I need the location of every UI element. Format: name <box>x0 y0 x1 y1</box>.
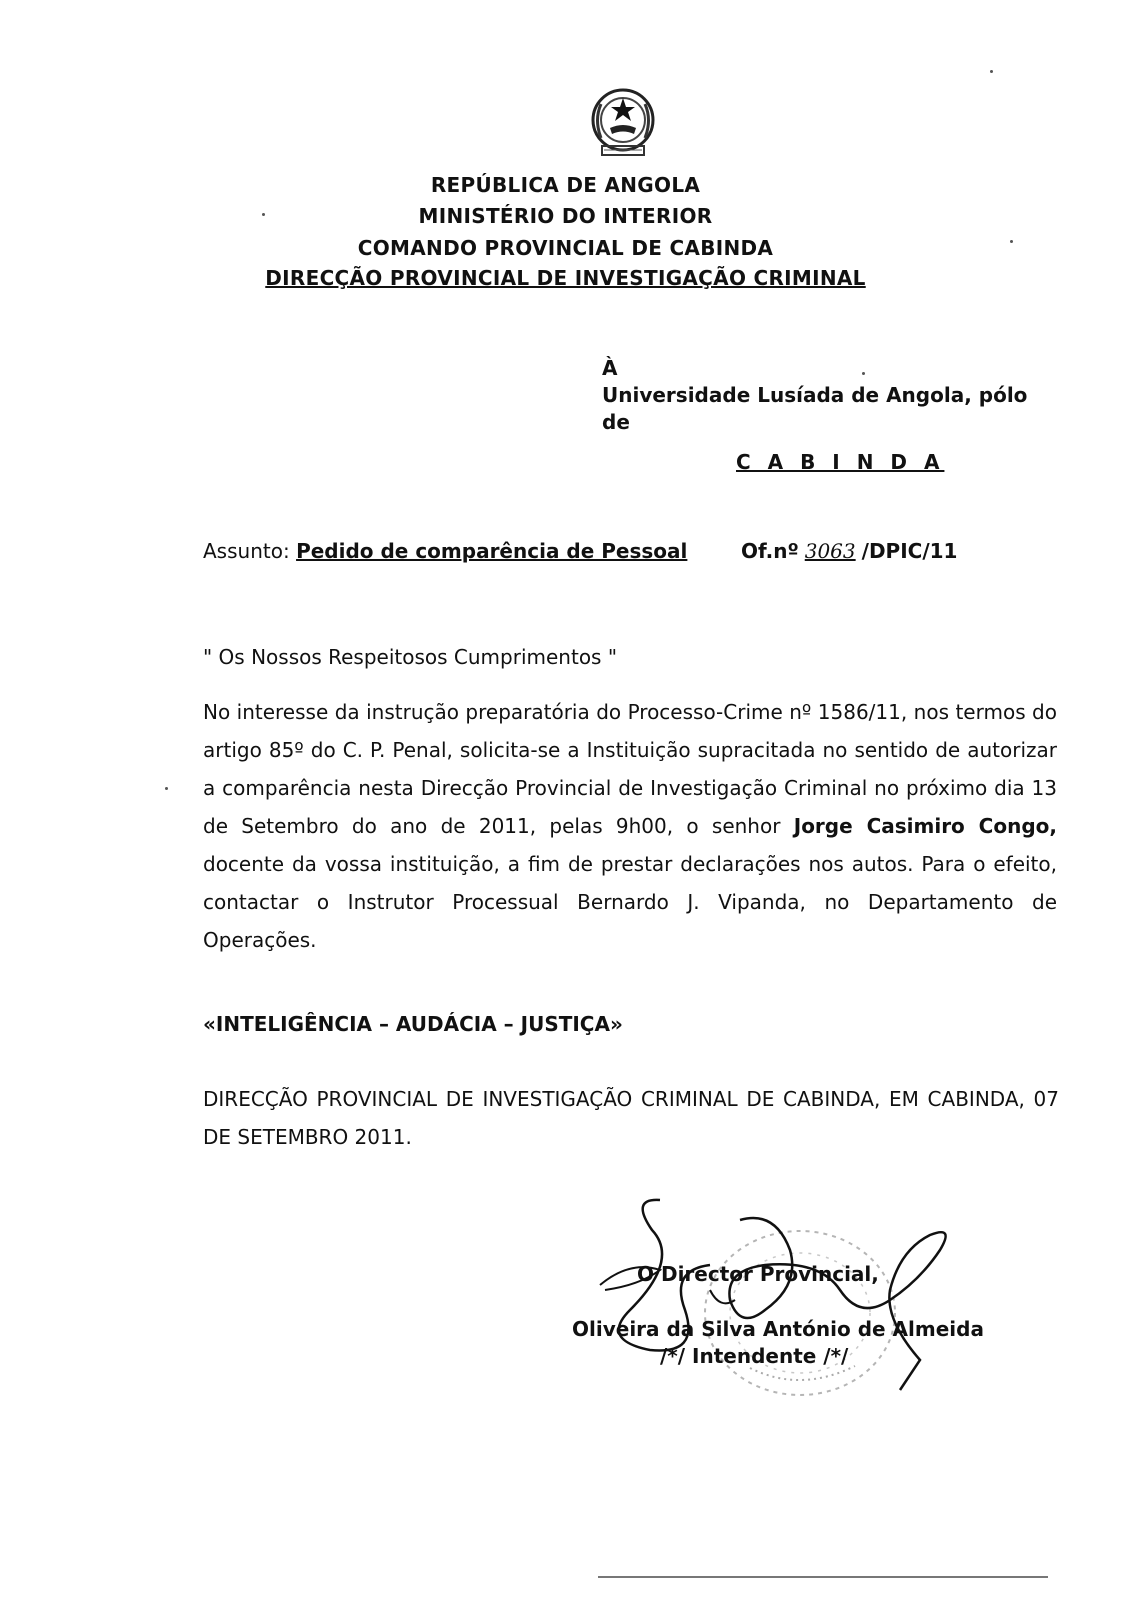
addressee-line1: Universidade Lusíada de Angola, pólo <box>602 383 1028 407</box>
handwritten-signature <box>590 1190 970 1400</box>
addressee-line2: de <box>602 410 630 434</box>
place-date: DIRECÇÃO PROVINCIAL DE INVESTIGAÇÃO CRIMINAL DE CABINDA, EM CABINDA, 07 DE SETEMBRO 2011. <box>203 1087 1059 1149</box>
motto: «INTELIGÊNCIA – AUDÁCIA – JUSTIÇA» <box>203 1012 623 1036</box>
coat-of-arms-emblem <box>586 84 660 164</box>
header-command: COMANDO PROVINCIAL DE CABINDA <box>357 236 774 260</box>
body-person-name: Jorge Casimiro Congo, <box>793 814 1057 838</box>
signature-name: Oliveira da Silva António de Almeida <box>572 1317 984 1341</box>
body-paragraph <box>203 693 1057 959</box>
greeting: " Os Nossos Respeitosos Cumprimentos " <box>203 645 618 669</box>
scan-speck <box>1010 240 1013 243</box>
subject-line <box>203 539 687 563</box>
office-number-prefix: Of.nº <box>741 539 799 563</box>
header-directorate: DIRECÇÃO PROVINCIAL DE INVESTIGAÇÃO CRIMINAL <box>265 266 866 290</box>
scan-speck <box>165 787 168 790</box>
office-number-suffix: /DPIC/11 <box>861 539 958 563</box>
subject-label: Assunto: <box>203 539 290 563</box>
subject-value: Pedido de comparência de Pessoal <box>296 539 688 563</box>
office-number <box>741 539 957 563</box>
scan-speck <box>990 70 993 73</box>
addressee-prefix: À <box>602 356 618 380</box>
signature-title: O Director Provincial, <box>637 1262 879 1286</box>
scan-speck <box>862 372 865 375</box>
header-republic: REPÚBLICA DE ANGOLA <box>430 173 701 197</box>
footer-rule <box>598 1576 1048 1578</box>
signature-rank: /*/ Intendente /*/ <box>660 1344 849 1368</box>
scan-speck <box>262 213 265 216</box>
header-ministry: MINISTÉRIO DO INTERIOR <box>418 204 713 228</box>
body-part1: No interesse da instrução preparatória do Processo-Crime nº 1586/11, nos termos do artigo 85º do C. P. Penal, solicita-se a Instituição supracitada no sentido de autorizar a comparência nesta Direcção Provincial de Investigação Criminal no próximo dia 13 de Setembro do ano de 2011, pelas 9h00, o senhor <box>203 700 1057 838</box>
body-part2: docente da vossa instituição, a fim de prestar declarações nos autos. Para o efeito, contactar o Instrutor Processual Bernardo J. Vipanda, no Departamento de Operações. <box>203 852 1057 952</box>
office-number-handwritten: 3063 <box>804 539 856 563</box>
addressee-city: C A B I N D A <box>736 450 945 474</box>
